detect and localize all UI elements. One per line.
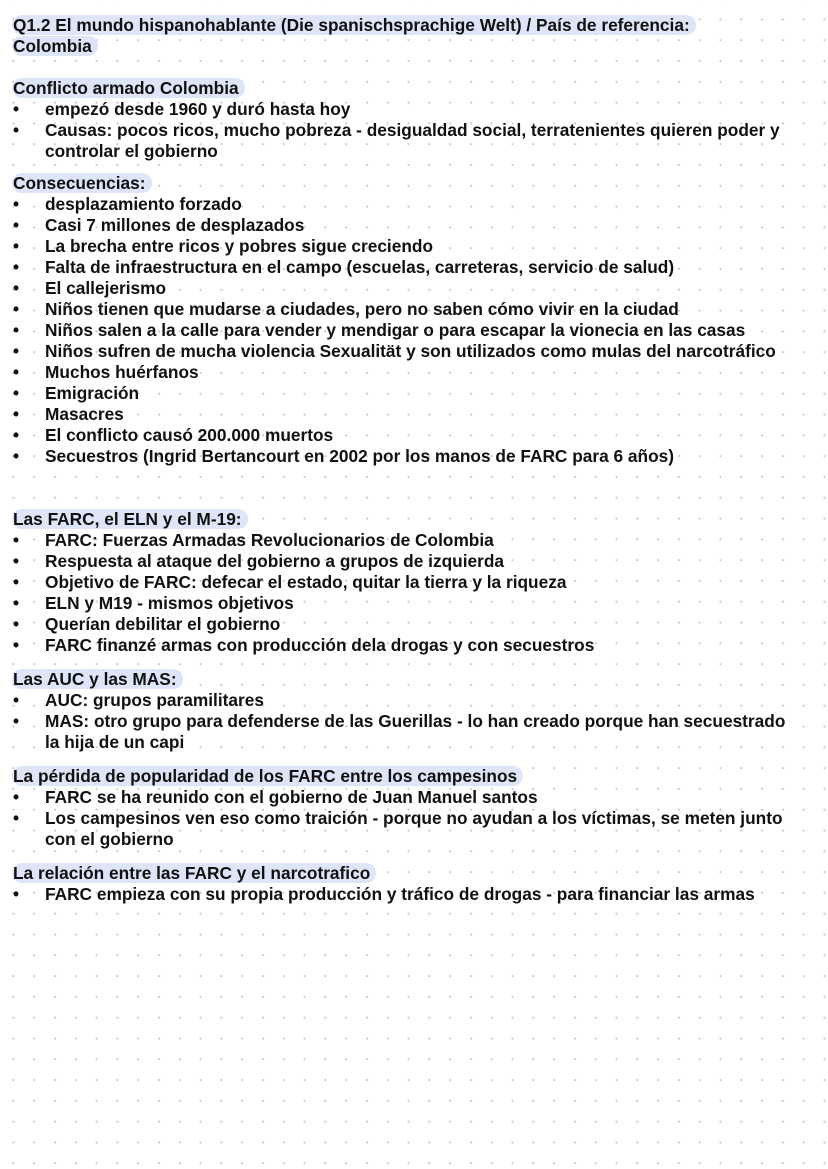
list-item: • empezó desde 1960 y duró hasta hoy xyxy=(12,99,790,120)
list-item: • El callejerismo xyxy=(12,278,790,299)
list-item: • Muchos huérfanos xyxy=(12,362,790,383)
list-item: • Secuestros (Ingrid Bertancourt en 2002 por los manos de FARC para 6 años) xyxy=(12,446,790,467)
bullet-list xyxy=(12,787,808,850)
section-heading: La relación entre las FARC y el narcotrafico xyxy=(12,863,808,884)
list-item: • Niños salen a la calle para vender y mendigar o para escapar la vionecia en las casas xyxy=(12,320,790,341)
list-item: • MAS: otro grupo para defenderse de las Guerillas - lo han creado porque han secuestrado la hija de un capi xyxy=(12,711,790,753)
list-item: • Niños sufren de mucha violencia Sexualität y son utilizados como mulas del narcotráfico xyxy=(12,341,790,362)
bullet-list xyxy=(12,99,808,162)
page-title-highlight xyxy=(12,15,696,56)
list-item: • Respuesta al ataque del gobierno a grupos de izquierda xyxy=(12,551,790,572)
section-consecuencias xyxy=(12,173,808,467)
list-item: • Los campesinos ven eso como traición - porque no ayudan a los víctimas, se meten junto con el gobierno xyxy=(12,808,790,850)
section-heading: Las AUC y las MAS: xyxy=(12,669,808,690)
bullet-list xyxy=(12,690,808,753)
list-item: • Casi 7 millones de desplazados xyxy=(12,215,790,236)
section-conflicto-armado xyxy=(12,78,808,162)
list-item: • FARC se ha reunido con el gobierno de Juan Manuel santos xyxy=(12,787,790,808)
section-heading: Conflicto armado Colombia xyxy=(12,78,808,99)
list-item: • Emigración xyxy=(12,383,790,404)
section-heading: La pérdida de popularidad de los FARC entre los campesinos xyxy=(12,766,808,787)
section-heading: Las FARC, el ELN y el M-19: xyxy=(12,509,808,530)
list-item: • El conflicto causó 200.000 muertos xyxy=(12,425,790,446)
list-item: • FARC finanzé armas con producción dela drogas y con secuestros xyxy=(12,635,790,656)
list-item: • Objetivo de FARC: defecar el estado, quitar la tierra y la riqueza xyxy=(12,572,790,593)
page-title xyxy=(12,15,772,57)
list-item: • desplazamiento forzado xyxy=(12,194,790,215)
section-perdida-popularidad xyxy=(12,766,808,850)
list-item: • FARC: Fuerzas Armadas Revolucionarios de Colombia xyxy=(12,530,790,551)
section-auc-mas xyxy=(12,669,808,753)
list-item: • Causas: pocos ricos, mucho pobreza - desigualdad social, terratenientes quieren poder y controlar el gobierno xyxy=(12,120,790,162)
list-item: • Masacres xyxy=(12,404,790,425)
page-title-line2: Colombia xyxy=(13,36,92,56)
list-item: • Niños tienen que mudarse a ciudades, pero no saben cómo vivir en la ciudad xyxy=(12,299,790,320)
bullet-list xyxy=(12,194,808,467)
bullet-list xyxy=(12,884,808,905)
section-farc-narcotrafico xyxy=(12,863,808,905)
list-item: • ELN y M19 - mismos objetivos xyxy=(12,593,790,614)
list-item: • Querían debilitar el gobierno xyxy=(12,614,790,635)
list-item: • AUC: grupos paramilitares xyxy=(12,690,790,711)
section-farc-eln-m19 xyxy=(12,509,808,656)
bullet-list xyxy=(12,530,808,656)
list-item: • La brecha entre ricos y pobres sigue creciendo xyxy=(12,236,790,257)
list-item: • Falta de infraestructura en el campo (escuelas, carreteras, servicio de salud) xyxy=(12,257,790,278)
page-title-line1: Q1.2 El mundo hispanohablante (Die spanischsprachige Welt) / País de referencia: xyxy=(13,15,690,35)
list-item: • FARC empieza con su propia producción y tráfico de drogas - para financiar las armas xyxy=(12,884,790,905)
section-heading: Consecuencias: xyxy=(12,173,808,194)
